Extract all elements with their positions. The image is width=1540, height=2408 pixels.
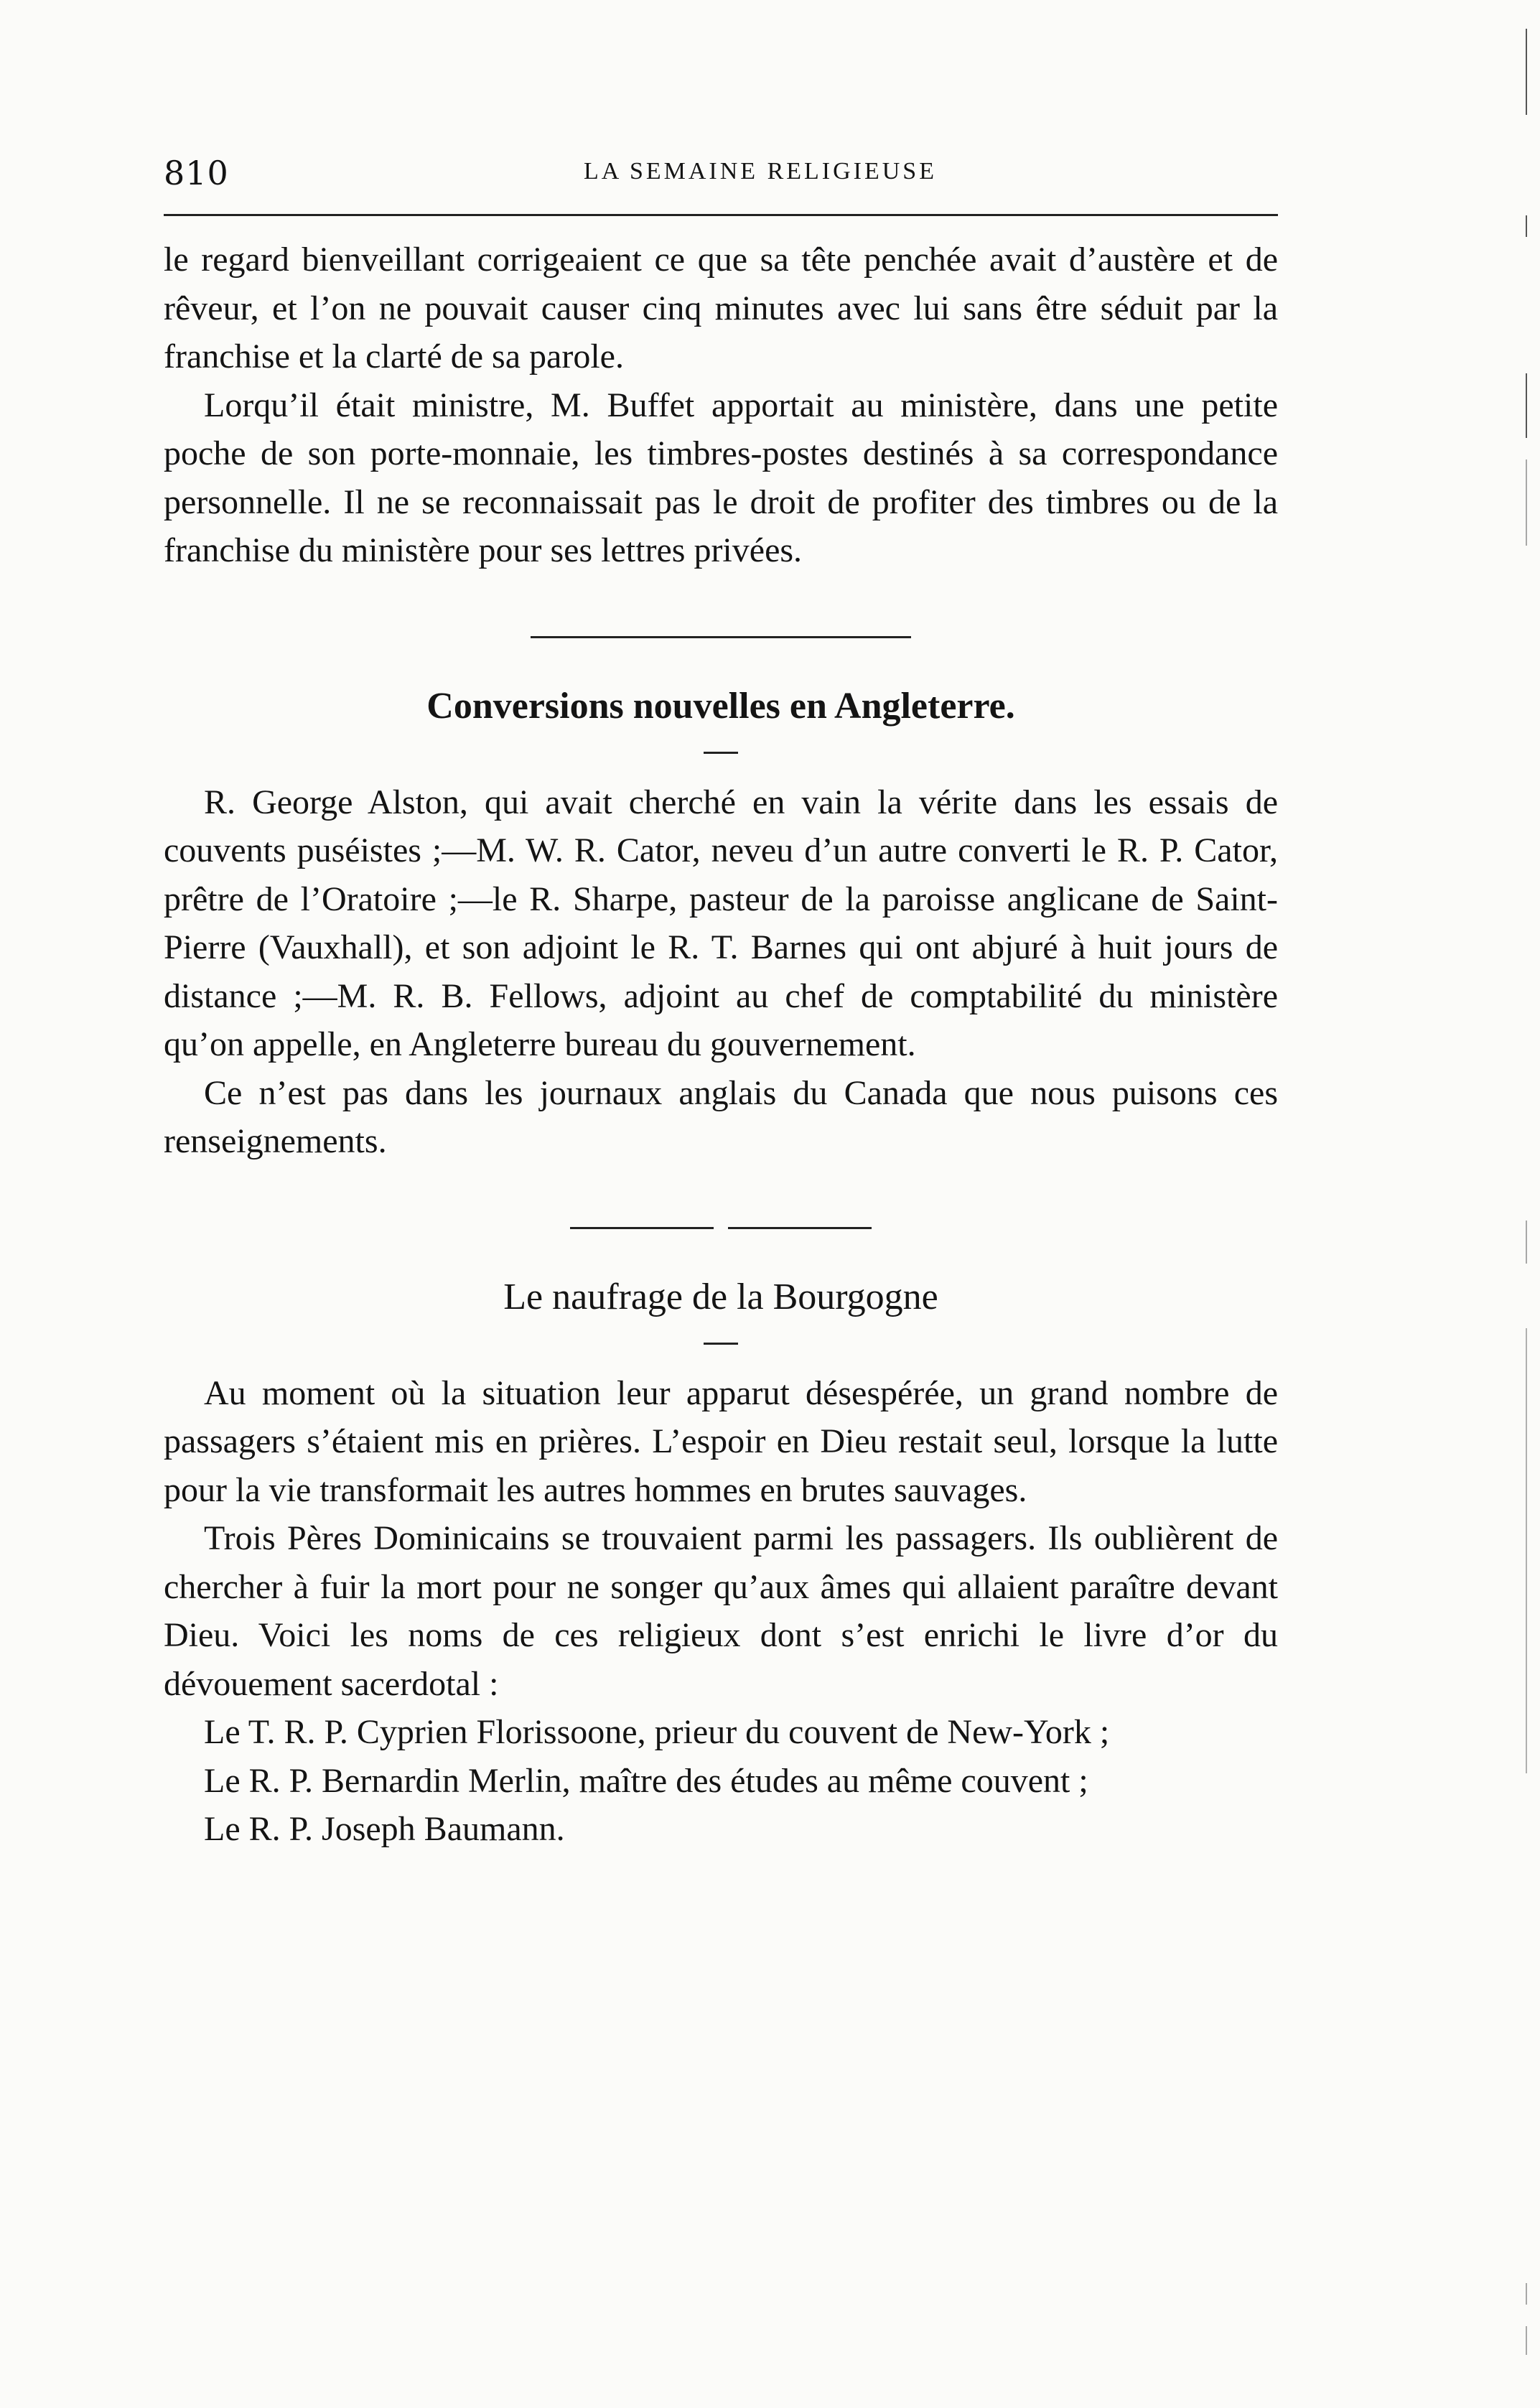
title-dash bbox=[704, 752, 738, 754]
running-title: LA SEMAINE RELIGIEUSE bbox=[584, 158, 937, 185]
page-number: 810 bbox=[164, 154, 229, 192]
conversions-paragraph-1: R. George Alston, qui avait cherché en vain la vérite dans les essais de couvents puséistes ;—M. W. R. Cator, neveu d’un autre converti le R. P. Cator, prêtre de l’Oratoire ;—le R. Sharpe, pasteur de la paroisse anglicane de Saint-Pierre (Vauxhall), et son adjoint le R. T. Barnes qui ont abjuré à huit jours de distance ;—M. R. B. Fellows, adjoint au chef de comptabilité du ministère qu’on appelle, en Angleterre bureau du gouvernement. bbox=[164, 783, 1278, 1063]
separator-left-rule bbox=[570, 1227, 714, 1229]
page bbox=[164, 144, 1278, 1848]
section-separator bbox=[570, 1227, 872, 1229]
page-header bbox=[164, 144, 1278, 194]
intro-paragraph-1: le regard bienveillant corrigeaient ce que sa tête penchée avait d’austère et de rêveur, et l’on ne pouvait causer cinq minutes avec lui sans être séduit par la franchise et la clarté de sa parole. bbox=[164, 241, 1278, 375]
intro-paragraph-2: Lorqu’il était ministre, M. Buffet apportait au ministère, dans une petite poche de son porte-monnaie, les timbres-postes destinés à sa correspondance personnelle. Il ne se reconnaissait pas le droit de profiter des timbres ou de la franchise du ministère pour ses lettres privées. bbox=[164, 386, 1278, 569]
section-title-conversions: Conversions nouvelles en Angleterre. bbox=[426, 685, 1015, 727]
scan-edge-marks bbox=[1521, 0, 1531, 2408]
naufrage-paragraph-1: Au moment où la situation leur apparut désespérée, un grand nombre de passagers s’étaient mis en prières. L’espoir en Dieu restait seul, lorsque la lutte pour la vie transformait les autres hommes en brutes sauvages. bbox=[164, 1373, 1278, 1509]
naufrage-list-item-2: Le R. P. Bernardin Merlin, maître des études au même couvent ; bbox=[204, 1761, 1088, 1800]
section-separator bbox=[531, 636, 911, 638]
naufrage-list-item-3: Le R. P. Joseph Baumann. bbox=[204, 1810, 565, 1848]
separator-right-rule bbox=[728, 1227, 872, 1229]
naufrage-list-item-1: Le T. R. P. Cyprien Florissoone, prieur du couvent de New-York ; bbox=[204, 1713, 1110, 1751]
title-dash bbox=[704, 1343, 738, 1345]
header-rule bbox=[164, 214, 1278, 216]
page-body bbox=[164, 235, 1278, 1854]
naufrage-paragraph-2: Trois Pères Dominicains se trouvaient parmi les passagers. Ils oublièrent de chercher à fuir la mort pour ne songer qu’aux âmes qui allaient paraître devant Dieu. Voici les noms de ces religieux dont s’est enrichi le livre d’or du dévouement sacerdotal : bbox=[164, 1519, 1278, 1703]
section-title-naufrage: Le naufrage de la Bourgogne bbox=[503, 1276, 938, 1317]
conversions-paragraph-2: Ce n’est pas dans les journaux anglais du Canada que nous puisons ces renseignements. bbox=[164, 1073, 1278, 1160]
